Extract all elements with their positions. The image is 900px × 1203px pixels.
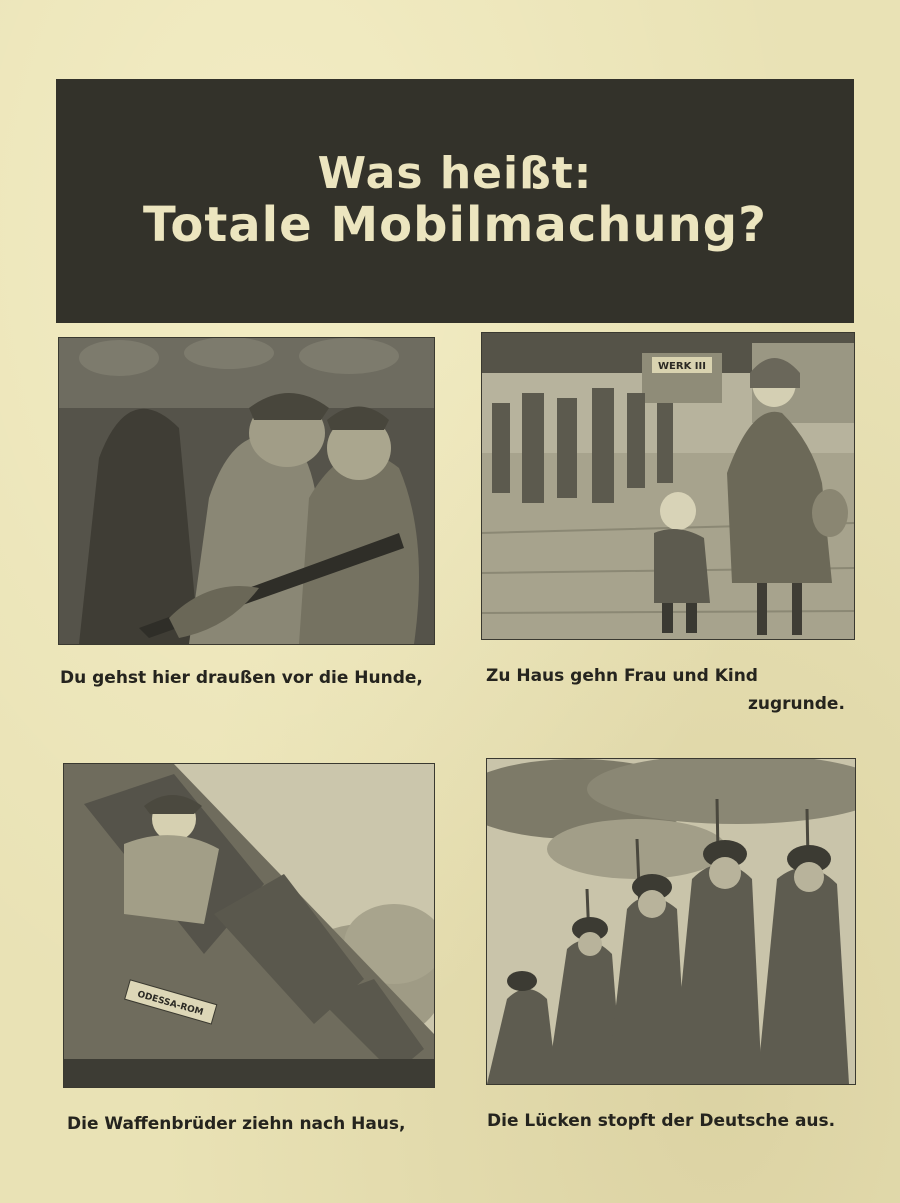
caption-panel-2-line-2: zugrunde. (748, 694, 845, 714)
caption-panel-3: Die Waffenbrüder ziehn nach Haus, (67, 1114, 406, 1134)
factory-sign: WERK III (658, 361, 706, 372)
illustration-soldiers-night (58, 337, 435, 645)
title-banner (56, 79, 854, 323)
title-line-1: Was heißt: (317, 148, 593, 200)
destination-sign-label: ODESSA-ROM (136, 989, 205, 1019)
caption-panel-4: Die Lücken stopft der Deutsche aus. (487, 1111, 836, 1131)
caption-panel-2-line-1: Zu Haus gehn Frau und Kind (486, 666, 758, 686)
illustration-marching-soldiers (486, 758, 856, 1085)
illustration-train-departure (63, 763, 435, 1088)
title-line-2: Totale Mobilmachung? (143, 196, 767, 253)
caption-panel-1: Du gehst hier draußen vor die Hunde, (60, 668, 423, 688)
illustration-woman-child-factory (481, 332, 855, 640)
